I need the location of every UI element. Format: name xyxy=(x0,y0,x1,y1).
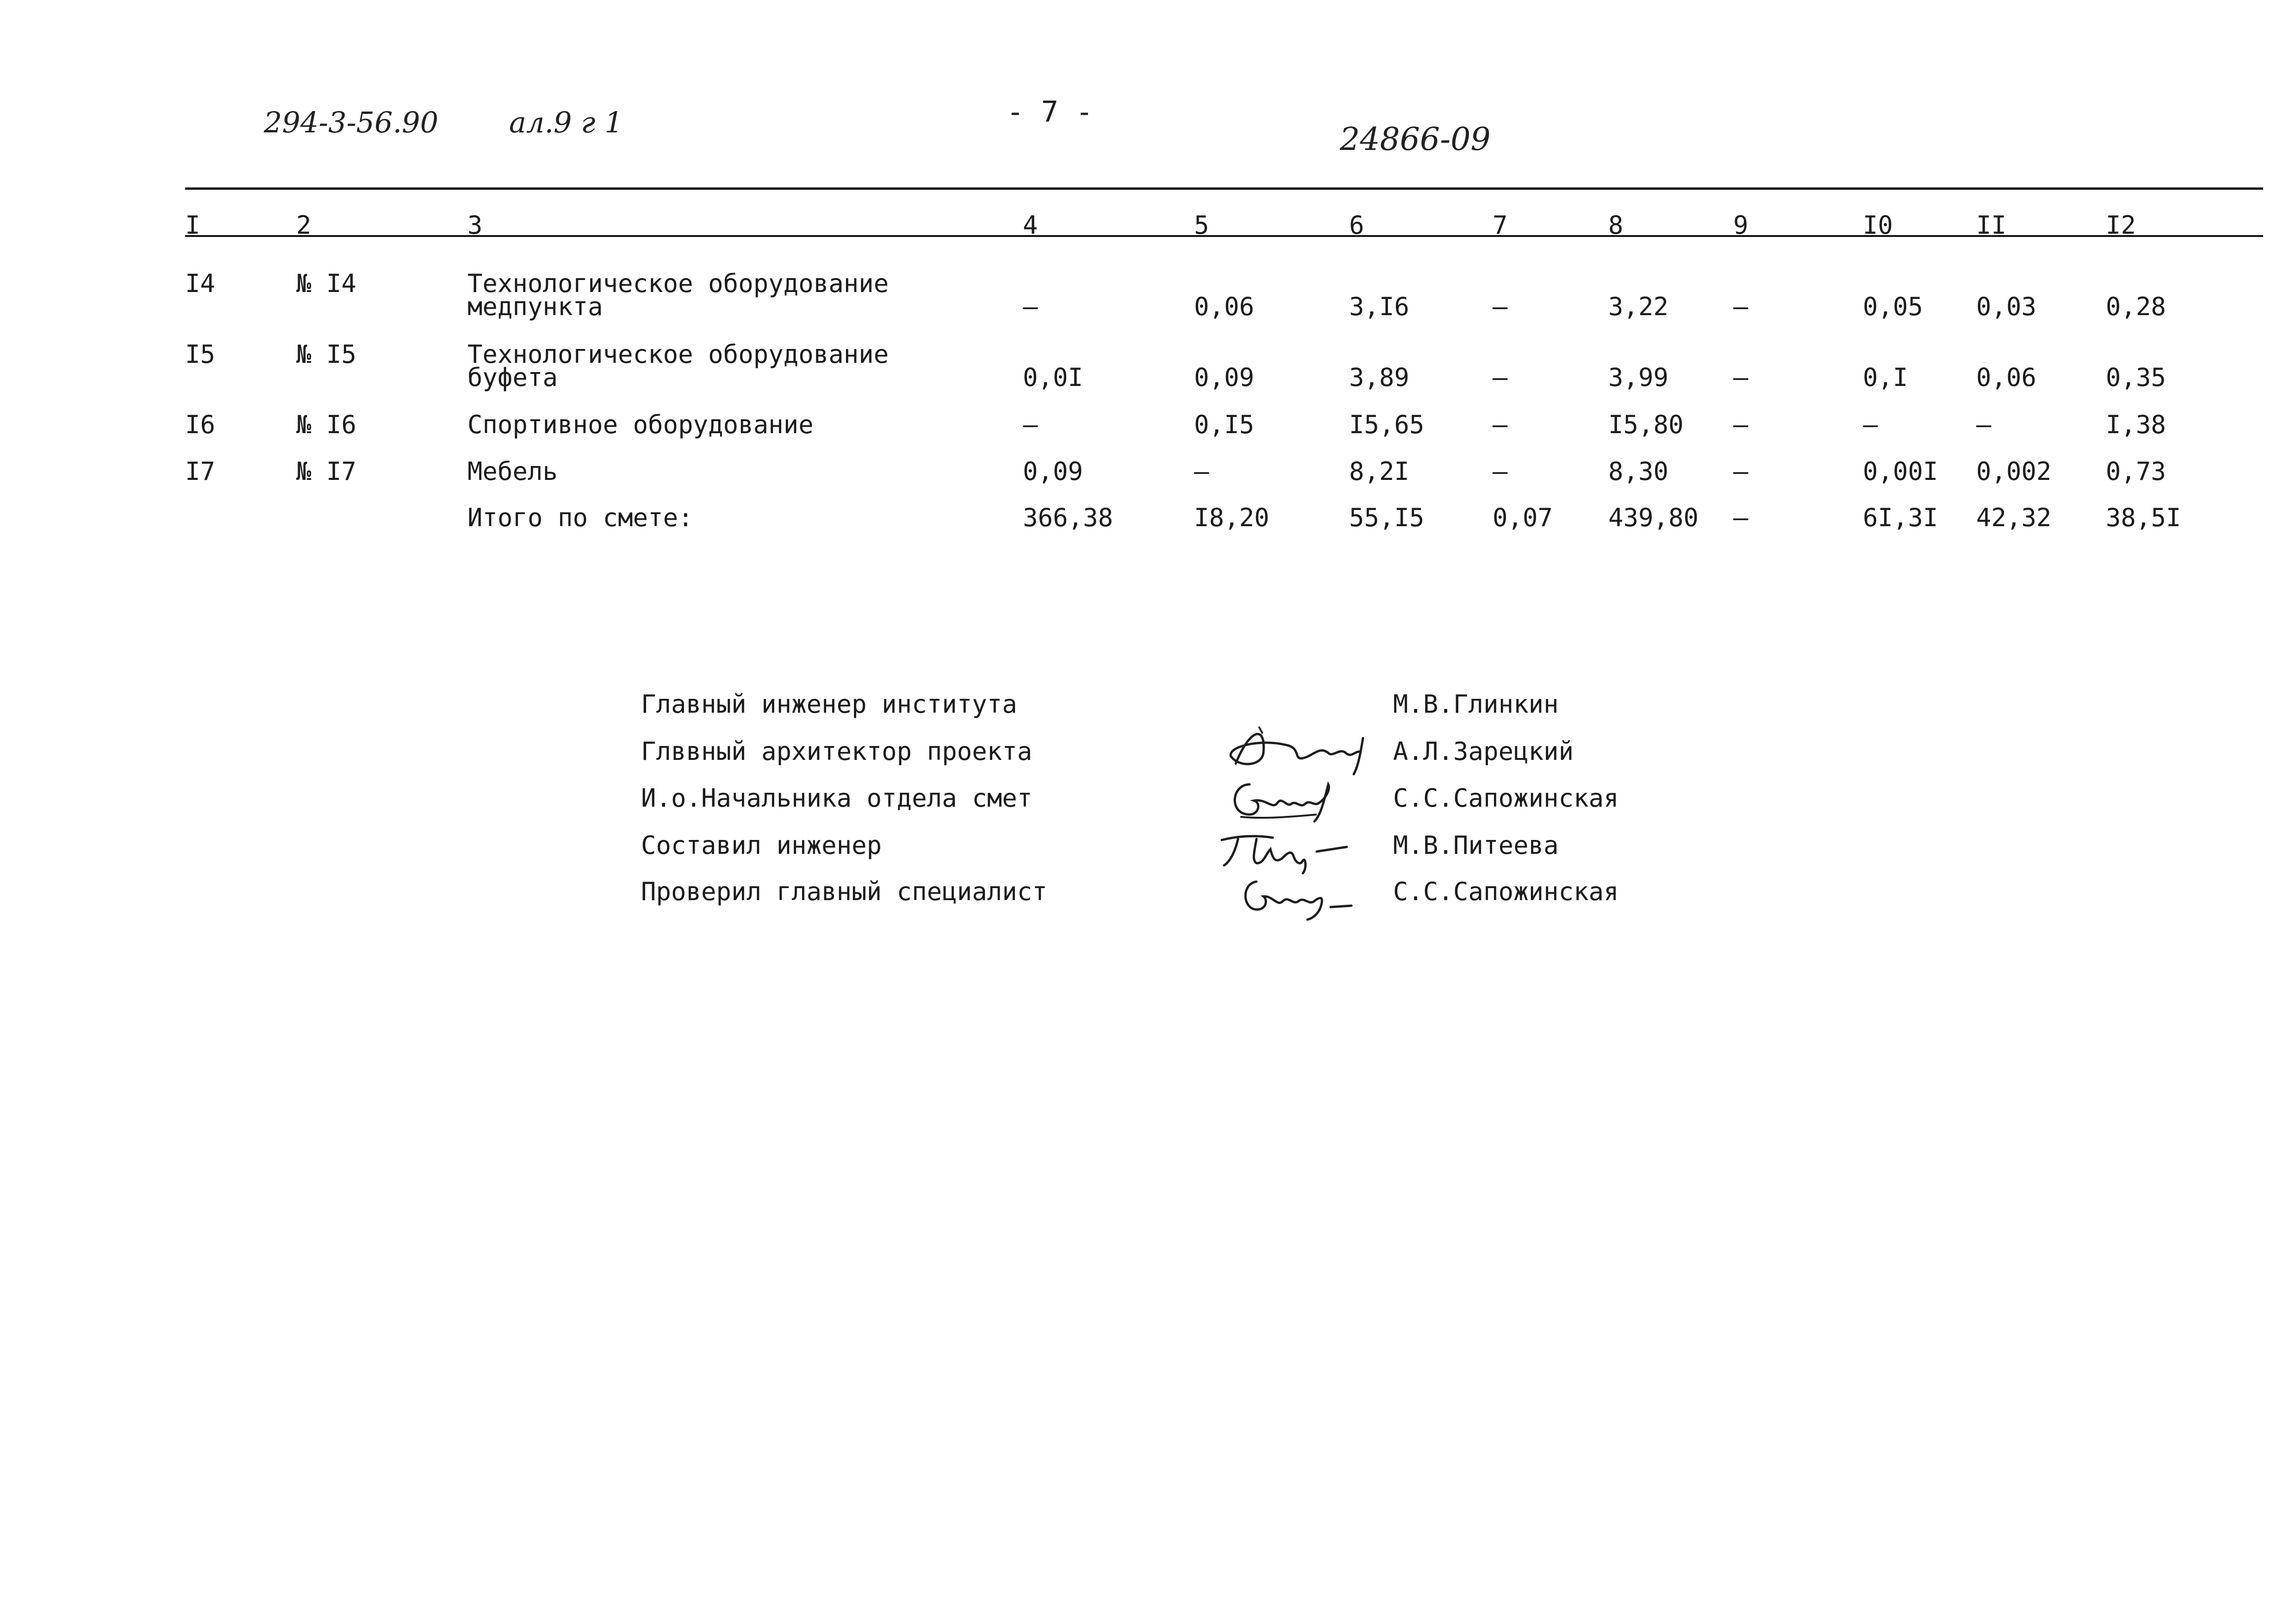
total-col12: 38,5I xyxy=(2106,503,2181,532)
column-number: 6 xyxy=(1349,211,1364,240)
row-name-line1: Технологическое оборудование xyxy=(467,340,889,369)
total-col6: 55,I5 xyxy=(1349,503,1425,532)
page-number: - 7 - xyxy=(1007,95,1093,129)
cell-col8: 3,22 xyxy=(1608,292,1669,321)
column-number: 4 xyxy=(1023,211,1038,240)
cell-col9: – xyxy=(1733,457,1748,486)
doc-code: 294-3-56.90 xyxy=(264,106,439,139)
signature-scribble-sapozhinskaya xyxy=(1222,771,1342,826)
row-name-line1: Спортивное оборудование xyxy=(467,410,814,439)
row-number: I6 xyxy=(185,410,216,439)
row-name-line1: Технологическое оборудование xyxy=(467,269,889,298)
column-number: I2 xyxy=(2106,211,2136,240)
cell-col4: 0,09 xyxy=(1023,457,1083,486)
signature-name: С.С.Сапожинская xyxy=(1393,784,1619,813)
cell-col7: – xyxy=(1493,457,1508,486)
total-col4: 366,38 xyxy=(1023,503,1114,532)
cell-col11: 0,06 xyxy=(1976,363,2037,392)
cell-col6: 3,89 xyxy=(1349,363,1410,392)
cell-col12: 0,35 xyxy=(2106,363,2166,392)
total-col10: 6I,3I xyxy=(1863,503,1938,532)
cell-col12: 0,28 xyxy=(2106,292,2166,321)
total-col5: I8,20 xyxy=(1194,503,1269,532)
cell-col7: – xyxy=(1493,410,1508,439)
cell-col5: 0,I5 xyxy=(1194,410,1255,439)
row-ref: № I4 xyxy=(296,269,357,298)
cell-col10: – xyxy=(1863,410,1878,439)
cell-col10: 0,I xyxy=(1863,363,1908,392)
signature-name: С.С.Сапожинская xyxy=(1393,877,1619,906)
cell-col6: 3,I6 xyxy=(1349,292,1410,321)
cell-col4: – xyxy=(1023,410,1038,439)
signature-role: Составил инженер xyxy=(641,831,882,860)
column-number: 3 xyxy=(467,211,483,240)
cell-col11: 0,03 xyxy=(1976,292,2037,321)
column-number: I xyxy=(185,211,200,240)
cell-col11: – xyxy=(1976,410,1991,439)
column-number: I0 xyxy=(1863,211,1893,240)
column-number: 5 xyxy=(1194,211,1209,240)
cell-col4: 0,0I xyxy=(1023,363,1083,392)
row-name-line2: буфета xyxy=(467,363,558,392)
row-number: I4 xyxy=(185,269,216,298)
signature-name: М.В.Глинкин xyxy=(1393,690,1559,719)
cell-col12: I,38 xyxy=(2106,410,2166,439)
signature-role: Глввный архитектор проекта xyxy=(641,737,1033,766)
table-top-rule xyxy=(185,187,2263,190)
signature-role: И.о.Начальника отдела смет xyxy=(641,784,1033,813)
cell-col8: I5,80 xyxy=(1608,410,1684,439)
column-number: 7 xyxy=(1493,211,1508,240)
cell-col4: – xyxy=(1023,292,1038,321)
signature-role: Проверил главный специалист xyxy=(641,877,1047,906)
total-col8: 439,80 xyxy=(1608,503,1699,532)
column-number: II xyxy=(1976,211,2007,240)
table-header-rule xyxy=(185,235,2263,237)
row-name-line1: Мебель xyxy=(467,457,558,486)
column-number: 8 xyxy=(1608,211,1624,240)
total-col7: 0,07 xyxy=(1493,503,1553,532)
cell-col7: – xyxy=(1493,363,1508,392)
cell-col9: – xyxy=(1733,363,1748,392)
cell-col8: 8,30 xyxy=(1608,457,1669,486)
signature-name: М.В.Питеева xyxy=(1393,831,1559,860)
row-number: I7 xyxy=(185,457,216,486)
cell-col5: 0,09 xyxy=(1194,363,1255,392)
signature-role: Главный инженер института xyxy=(641,690,1017,719)
row-ref: № I6 xyxy=(296,410,357,439)
row-name-line2: медпункта xyxy=(467,292,603,321)
cell-col12: 0,73 xyxy=(2106,457,2166,486)
cell-col6: 8,2I xyxy=(1349,457,1410,486)
cell-col6: I5,65 xyxy=(1349,410,1425,439)
cell-col11: 0,002 xyxy=(1976,457,2052,486)
cell-col8: 3,99 xyxy=(1608,363,1669,392)
row-ref: № I7 xyxy=(296,457,357,486)
cell-col5: – xyxy=(1194,457,1209,486)
total-col11: 42,32 xyxy=(1976,503,2052,532)
album-mark: ал.9 г 1 xyxy=(509,106,623,139)
inventory-number: 24866-09 xyxy=(1340,121,1491,158)
cell-col10: 0,05 xyxy=(1863,292,1923,321)
cell-col9: – xyxy=(1733,292,1748,321)
total-col9: – xyxy=(1733,503,1748,532)
cell-col10: 0,00I xyxy=(1863,457,1938,486)
row-ref: № I5 xyxy=(296,340,357,369)
cell-col5: 0,06 xyxy=(1194,292,1255,321)
cell-col7: – xyxy=(1493,292,1508,321)
total-label: Итого по смете: xyxy=(467,503,693,532)
row-number: I5 xyxy=(185,340,216,369)
signature-scribble-sapozhinskaya-2 xyxy=(1231,868,1361,923)
cell-col9: – xyxy=(1733,410,1748,439)
column-number: 2 xyxy=(296,211,311,240)
signature-name: А.Л.Зарецкий xyxy=(1393,737,1574,766)
column-number: 9 xyxy=(1733,211,1748,240)
